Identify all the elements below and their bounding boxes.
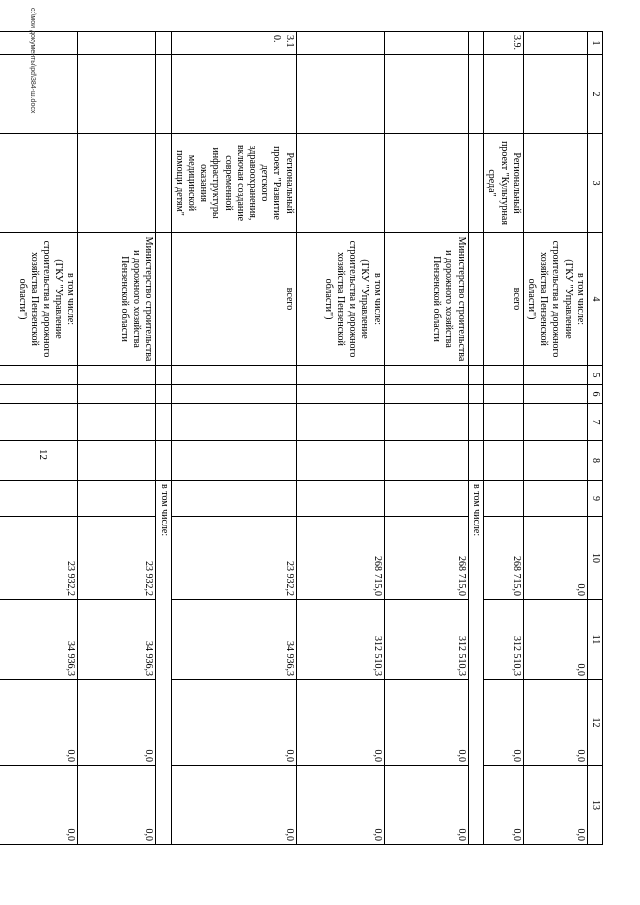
table-cell-col-4: в том числе: (ГКУ "Управление строительства и дорожного хозяйства Пензенской области") — [296, 233, 384, 366]
table-row — [384, 32, 468, 845]
table-cell-col-10: 268 715,0 — [296, 517, 384, 600]
table-cell-col-8 — [384, 441, 468, 481]
page-number: 12 — [37, 449, 49, 460]
table-row — [171, 32, 296, 845]
table-cell — [468, 404, 483, 441]
table-cell — [156, 366, 171, 385]
table-cell-col-2 — [0, 55, 78, 134]
table-cell-col-2 — [483, 55, 523, 134]
table-cell-col-13: 0,0 — [296, 766, 384, 845]
table-cell — [156, 441, 171, 481]
table-cell-col-2 — [296, 55, 384, 134]
table-cell-col-2 — [78, 55, 156, 134]
table-cell-col-3 — [384, 134, 468, 233]
subhead-cell: в том числе: — [468, 481, 483, 845]
table-cell-col-5 — [523, 366, 587, 385]
table-cell-col-13: 0,0 — [523, 766, 587, 845]
subhead-cell: в том числе: — [156, 481, 171, 845]
table-cell-col-7 — [296, 404, 384, 441]
table-cell-col-4: всего — [171, 233, 296, 366]
table-cell-col-11: 34 936,3 — [171, 600, 296, 680]
table-cell-col-11: 312 510,3 — [296, 600, 384, 680]
table-cell-col-4: Министерство строительства и дорожного хозяйства Пензенской области — [78, 233, 156, 366]
table-cell-col-12: 0,0 — [483, 680, 523, 766]
table-cell-col-1: 3.10. — [171, 32, 296, 55]
budget-table — [0, 31, 603, 845]
table-cell-col-2 — [171, 55, 296, 134]
table-cell-col-8 — [171, 441, 296, 481]
table-cell-col-4: в том числе: (ГКУ "Управление строительства и дорожного хозяйства Пензенской области") — [523, 233, 587, 366]
table-cell-col-6 — [483, 385, 523, 404]
table-cell-col-12: 0,0 — [171, 680, 296, 766]
table-cell — [468, 134, 483, 233]
table-cell-col-3 — [296, 134, 384, 233]
table-subhead-row — [468, 32, 483, 845]
table-subhead-row — [156, 32, 171, 845]
table-cell-col-10: 23 932,2 — [78, 517, 156, 600]
col-header: 4 — [587, 233, 602, 366]
table-cell-col-9 — [483, 481, 523, 517]
table-cell-col-4: в том числе: (ГКУ "Управление строительства и дорожного хозяйства Пензенской области") — [0, 233, 78, 366]
table-cell-col-3 — [0, 134, 78, 233]
table-row — [523, 32, 587, 845]
table-cell-col-10: 268 715,0 — [483, 517, 523, 600]
col-header: 3 — [587, 134, 602, 233]
table-cell-col-6 — [296, 385, 384, 404]
col-header: 12 — [587, 680, 602, 766]
table-cell-col-1: 3.9. — [483, 32, 523, 55]
table-cell — [468, 55, 483, 134]
table-cell — [156, 32, 171, 55]
table-cell — [468, 32, 483, 55]
table-cell-col-11: 312 510,3 — [384, 600, 468, 680]
table-cell-col-5 — [0, 366, 78, 385]
table-cell-col-12: 0,0 — [523, 680, 587, 766]
table-cell — [468, 441, 483, 481]
table-cell-col-7 — [483, 404, 523, 441]
table-cell-col-3: Региональный проект "Культурная среда" — [483, 134, 523, 233]
table-cell-col-3: Региональный проект "Развитие детского здравоохранения, включая создание современной инфраструктуры оказания медицинской помощи детям" — [171, 134, 296, 233]
table-cell-col-10: 23 932,2 — [171, 517, 296, 600]
table-cell-col-1 — [296, 32, 384, 55]
table-cell-col-1 — [78, 32, 156, 55]
table-cell — [468, 233, 483, 366]
table-cell-col-10: 268 715,0 — [384, 517, 468, 600]
table-cell-col-4: всего — [483, 233, 523, 366]
table-row — [296, 32, 384, 845]
table-cell-col-9 — [384, 481, 468, 517]
table-cell — [156, 233, 171, 366]
table-cell-col-6 — [0, 385, 78, 404]
table-cell — [156, 134, 171, 233]
table-cell-col-8 — [523, 441, 587, 481]
table-cell-col-13: 0,0 — [0, 766, 78, 845]
table-cell — [156, 385, 171, 404]
table-cell-col-8 — [0, 441, 78, 481]
table-row — [0, 32, 78, 845]
table-cell-col-12: 0,0 — [78, 680, 156, 766]
col-header: 11 — [587, 600, 602, 680]
table-cell-col-11: 34 936,3 — [0, 600, 78, 680]
table-cell-col-11: 0,0 — [523, 600, 587, 680]
col-header: 7 — [587, 404, 602, 441]
table-cell-col-7 — [171, 404, 296, 441]
table-cell-col-6 — [523, 385, 587, 404]
table-cell-col-13: 0,0 — [483, 766, 523, 845]
col-header: 6 — [587, 385, 602, 404]
table-cell-col-6 — [384, 385, 468, 404]
footer-file-path: c:\мои документы\pd\384-ш.docx — [29, 8, 36, 114]
table-cell-col-9 — [296, 481, 384, 517]
table-row — [78, 32, 156, 845]
table-cell-col-5 — [78, 366, 156, 385]
table-cell-col-13: 0,0 — [384, 766, 468, 845]
table-cell-col-2 — [523, 55, 587, 134]
col-header: 8 — [587, 441, 602, 481]
table-cell-col-13: 0,0 — [78, 766, 156, 845]
table-cell-col-5 — [483, 366, 523, 385]
table-cell — [156, 55, 171, 134]
table-cell-col-5 — [171, 366, 296, 385]
table-cell-col-9 — [171, 481, 296, 517]
table-cell — [468, 366, 483, 385]
table-cell-col-3 — [78, 134, 156, 233]
table-cell-col-1 — [523, 32, 587, 55]
table-cell-col-4: Министерство строительства и дорожного хозяйства Пензенской области — [384, 233, 468, 366]
table-cell — [468, 385, 483, 404]
table-cell-col-1 — [0, 32, 78, 55]
table-cell-col-9 — [78, 481, 156, 517]
table-cell-col-12: 0,0 — [384, 680, 468, 766]
col-header: 13 — [587, 766, 602, 845]
table-cell-col-5 — [384, 366, 468, 385]
table-cell-col-10: 0,0 — [523, 517, 587, 600]
table-cell-col-9 — [523, 481, 587, 517]
table-cell-col-11: 312 510,3 — [483, 600, 523, 680]
table-cell-col-6 — [78, 385, 156, 404]
col-header: 9 — [587, 481, 602, 517]
table-body — [0, 32, 603, 845]
table-cell-col-1 — [384, 32, 468, 55]
table-cell-col-8 — [296, 441, 384, 481]
table-cell-col-7 — [0, 404, 78, 441]
table-header-row — [587, 32, 602, 845]
table-cell-col-13: 0,0 — [171, 766, 296, 845]
col-header: 10 — [587, 517, 602, 600]
table-cell-col-8 — [483, 441, 523, 481]
table-cell-col-8 — [78, 441, 156, 481]
table-cell-col-2 — [384, 55, 468, 134]
table-cell-col-12: 0,0 — [0, 680, 78, 766]
col-header: 5 — [587, 366, 602, 385]
table-cell-col-7 — [384, 404, 468, 441]
table-cell-col-3 — [523, 134, 587, 233]
table-cell-col-10: 23 932,2 — [0, 517, 78, 600]
table-cell-col-7 — [523, 404, 587, 441]
col-header: 1 — [587, 32, 602, 55]
table-cell-col-7 — [78, 404, 156, 441]
table-cell — [156, 404, 171, 441]
table-cell-col-12: 0,0 — [296, 680, 384, 766]
table-row — [483, 32, 523, 845]
table-cell-col-5 — [296, 366, 384, 385]
table-cell-col-11: 34 936,3 — [78, 600, 156, 680]
table-cell-col-6 — [171, 385, 296, 404]
col-header: 2 — [587, 55, 602, 134]
table-cell-col-9 — [0, 481, 78, 517]
